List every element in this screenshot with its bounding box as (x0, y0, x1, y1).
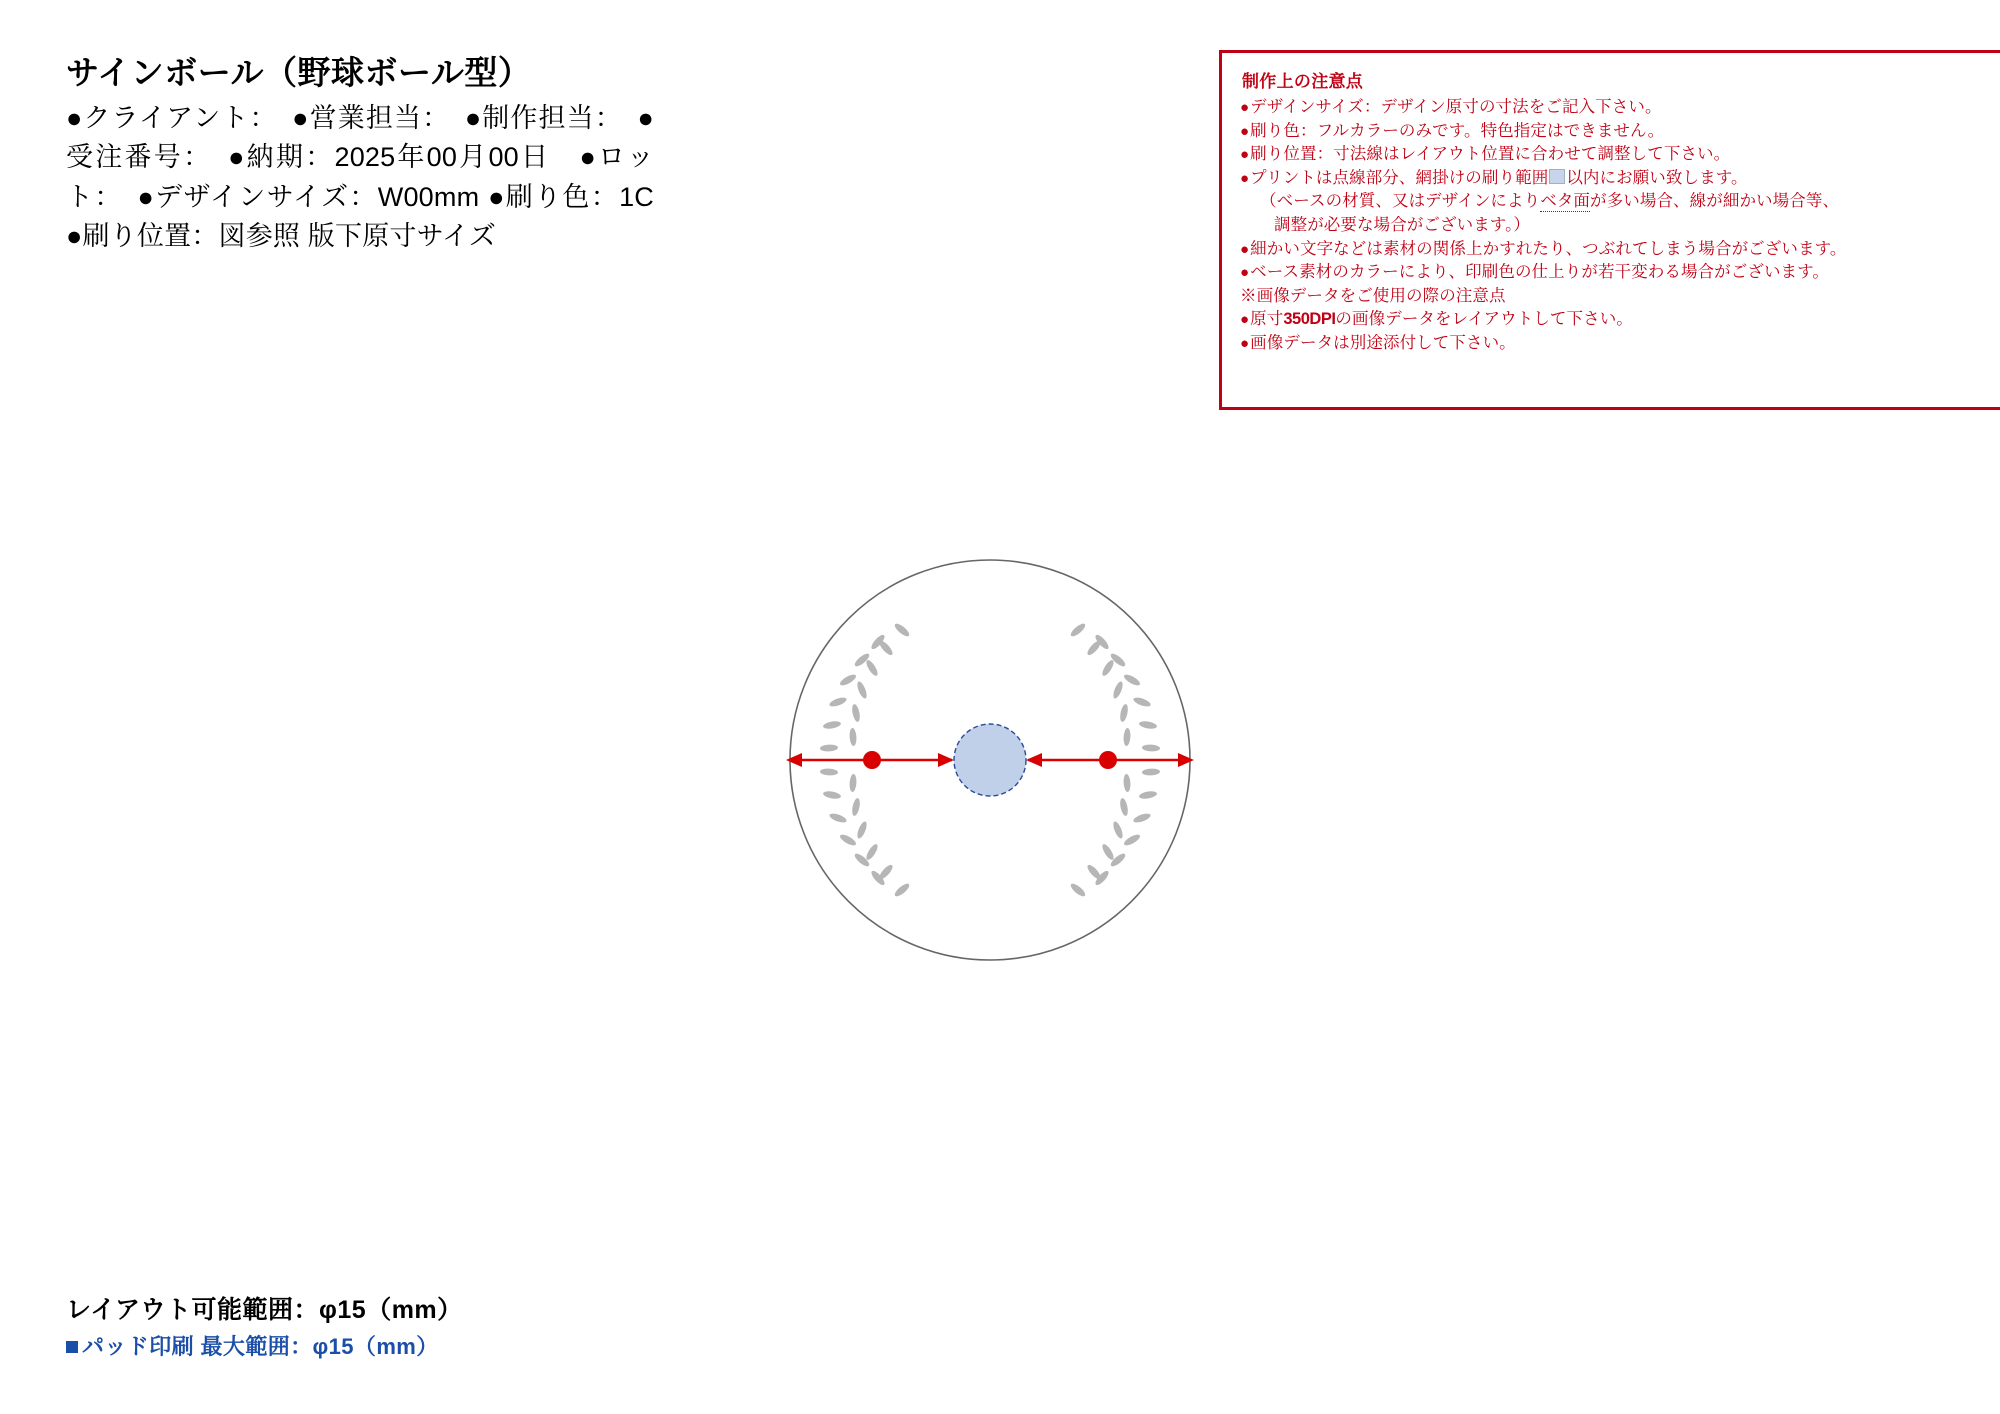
note-text: 刷り色：フルカラーのみです。特色指定はできません。 (1250, 121, 1665, 140)
note-line-dpi: ● 原寸350DPIの画像データをレイアウトして下さい。 (1240, 308, 1989, 332)
note-line (1240, 143, 1989, 167)
note-text: デザインサイズ：デザイン原寸の寸法をご記入下さい。 (1250, 98, 1662, 116)
note-text: 画像データは別途添付して下さい。 (1250, 333, 1516, 352)
baseball-diagram (780, 550, 1200, 970)
page-title: サインボール（野球ボール型） (66, 54, 532, 91)
note-bullet-icon (1240, 145, 1250, 163)
note-text: 調整が必要な場合がございます。） (1274, 215, 1531, 234)
note-bullet-icon (1240, 122, 1250, 140)
note-line (1240, 96, 1989, 120)
production-notes-box (1219, 50, 2000, 410)
pad-print-caption (66, 1330, 966, 1361)
note-line (1240, 120, 1989, 144)
note-line: （ベースの材質、又はデザインによりベタ面が多い場合、線が細かい場合等、 (1260, 192, 1840, 211)
note-bullet-icon (1240, 240, 1250, 258)
dimension-node-right (1099, 751, 1117, 769)
spec-details-text: ●クライアント： ●営業担当： ●制作担当： ●受注番号： ●納期：2025年00月00日 ●ロット： ●デザインサイズ：W00mm ●刷り色：1C ●刷り位置：図参照 版下原寸サイズ (66, 103, 654, 251)
note-bullet-icon (1240, 310, 1250, 328)
note-bullet-icon (1240, 334, 1250, 352)
note-line (1240, 332, 1989, 356)
note-line (1240, 238, 1989, 262)
note-bullet-icon (1240, 169, 1250, 187)
print-area-swatch-icon (1549, 169, 1565, 184)
note-emphasis: ベタ面 (1540, 192, 1591, 211)
note-text: ベース素材のカラーにより、印刷色の仕上りが若干変わる場合がございます。 (1250, 263, 1830, 282)
note-line-image-data-header (1240, 285, 1989, 309)
print-area-circle (954, 724, 1026, 796)
dimension-node-left (863, 751, 881, 769)
note-text: ※画像データをご使用の際の注意点 (1240, 286, 1506, 305)
pad-print-caption-text: パッド印刷 最大範囲：φ15（mm） (82, 1334, 439, 1359)
layout-range-caption: レイアウト可能範囲：φ15（mm） (66, 1296, 463, 1324)
dpi-value: 350DPI (1283, 310, 1336, 329)
note-line (1240, 214, 1989, 238)
note-line-print-area: ● プリントは点線部分、網掛けの刷り範囲 以内にお願い致します。 (1240, 167, 1989, 191)
production-notes-title: 制作上の注意点 (1242, 72, 1364, 91)
note-bullet-icon (1240, 263, 1250, 281)
pad-print-marker-icon (66, 1341, 78, 1353)
spec-block (66, 52, 666, 256)
note-bullet-icon (1240, 98, 1250, 116)
caption-area (66, 1290, 966, 1361)
note-text: 細かい文字などは素材の関係上かすれたり、つぶれてしまう場合がございます。 (1250, 239, 1847, 258)
note-text: 刷り位置：寸法線はレイアウト位置に合わせて調整して下さい。 (1250, 145, 1731, 164)
note-line (1240, 261, 1989, 285)
